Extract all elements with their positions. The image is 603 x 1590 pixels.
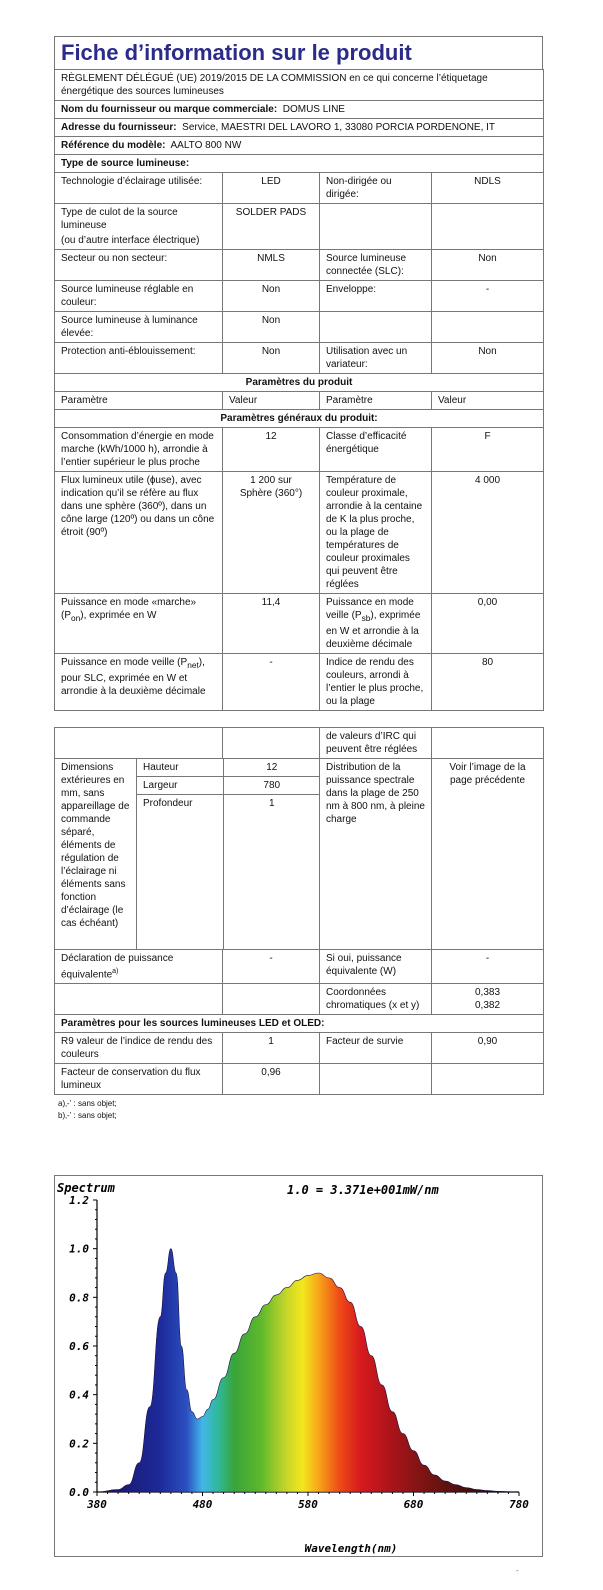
- y-tick-label: 0.0: [69, 1486, 89, 1499]
- x-tick-label: 780: [509, 1498, 529, 1511]
- equiv-sup: a): [112, 968, 119, 975]
- energy-value: 12: [223, 428, 320, 472]
- supplier-address-label: Adresse du fournisseur:: [61, 122, 177, 133]
- table-row: [55, 759, 544, 950]
- equiv-w-value: -: [432, 950, 544, 984]
- class-label: Classe d’efficacité énergétique: [320, 428, 432, 472]
- mains-label: Secteur ou non secteur:: [55, 250, 223, 281]
- colour-value: Non: [223, 281, 320, 312]
- cri-label: Indice de rendu des couleurs, arrondi à l’entier le plus proche, ou la plage: [320, 654, 432, 711]
- page-break-gap: [54, 711, 543, 727]
- chroma-y: 0,382: [474, 1000, 501, 1012]
- glare-label: Protection anti-éblouissement:: [55, 343, 223, 374]
- page-mark: -: [516, 1566, 519, 1575]
- product-sheet: [54, 36, 543, 1122]
- depth-label: Profondeur: [137, 795, 223, 950]
- tech-value: LED: [223, 173, 320, 204]
- source-type-header-row: [55, 155, 544, 173]
- table-row: [55, 984, 544, 1015]
- cct-label: Température de couleur proximale, arrondie à la centaine de K la plus proche, ou la plage de températures de couleur proximales qui peuvent être réglées: [320, 472, 432, 594]
- height-value: 12: [223, 759, 320, 777]
- x-tick-label: 580: [298, 1498, 318, 1511]
- chroma-label: Coordonnées chromatiques (x et y): [320, 984, 432, 1015]
- equiv-label: Déclaration de puissance équivalente: [61, 953, 174, 981]
- table-row: [55, 594, 544, 654]
- page-title: Fiche d’information sur le produit: [54, 36, 543, 69]
- dimensions-subtable: [137, 759, 320, 949]
- pon-label-end: ), exprimée en W: [80, 610, 157, 621]
- psb-sub: sb: [361, 613, 371, 623]
- supplier-name-row: [55, 101, 544, 119]
- table-row: [55, 472, 544, 594]
- colour-label: Source lumineuse réglable en couleur:: [55, 281, 223, 312]
- maint-label: Facteur de conservation du flux lumineux: [55, 1064, 223, 1095]
- supplier-address-value: Service, MAESTRI DEL LAVORO 1, 33080 PORCIA PORDENONE, IT: [182, 122, 496, 133]
- cap-label-2: (ou d’autre interface électrique): [61, 235, 200, 246]
- col-value-1: Valeur: [223, 392, 320, 410]
- supplier-name-label: Nom du fournisseur ou marque commerciale:: [61, 104, 278, 115]
- spectrum-chart: [54, 1175, 543, 1557]
- pnet-label: Puissance en mode veille (P: [61, 657, 188, 668]
- y-tick-label: 0.2: [69, 1437, 89, 1451]
- directional-label: Non-dirigée ou dirigée:: [320, 173, 432, 204]
- table-row: [55, 173, 544, 204]
- survival-value: 0,90: [432, 1033, 544, 1064]
- dimmer-label: Utilisation avec un variateur:: [320, 343, 432, 374]
- spectrum-area: [97, 1249, 519, 1492]
- maint-value: 0,96: [223, 1064, 320, 1095]
- table-row: [55, 343, 544, 374]
- equiv-value: -: [223, 950, 320, 984]
- r9-label: R9 valeur de l’indice de rendu des couleurs: [55, 1033, 223, 1064]
- table-row: [55, 1033, 544, 1064]
- equiv-w-label: Si oui, puissance équivalente (W): [320, 950, 432, 984]
- col-param-2: Paramètre: [320, 392, 432, 410]
- x-axis-label: Wavelength(nm): [304, 1542, 398, 1555]
- table-row: [55, 950, 544, 984]
- y-tick-label: 0.4: [69, 1388, 89, 1402]
- spectrum-svg: [55, 1176, 542, 1556]
- slc-label: Source lumineuse connectée (SLC):: [320, 250, 432, 281]
- flux-value-2: Sphère (360°): [239, 488, 303, 499]
- spd-value: Voir l’image de la page précédente: [432, 759, 544, 950]
- directional-value: NDLS: [432, 173, 544, 204]
- height-label: Hauteur: [137, 759, 223, 777]
- energy-label: Consommation d’énergie en mode marche (kWh/1000 h), arrondie à l’entier supérieur le plus proche: [55, 428, 223, 472]
- flux-value-1: 1 200 sur: [250, 475, 292, 486]
- dim-label: Dimensions extérieures en mm, sans appareillage de commande séparé, éléments de régulation de l’éclairage ni éléments sans fonction d’éclairage (le cas échéant): [55, 759, 137, 950]
- pnet-sub: net: [187, 660, 199, 670]
- pnet-label-end: ), pour SLC, exprimée en W et arrondie à la deuxième décimale: [61, 657, 206, 697]
- table-row: [55, 250, 544, 281]
- table-row: [55, 654, 544, 711]
- product-params-header: Paramètres du produit: [55, 374, 544, 392]
- luminance-value: Non: [223, 312, 320, 343]
- model-label: Référence du modèle:: [61, 140, 166, 151]
- spd-label: Distribution de la puissance spectrale dans la plage de 250 nm à 800 nm, à pleine charge: [320, 759, 432, 950]
- r9-value: 1: [223, 1033, 320, 1064]
- info-table: [54, 69, 544, 711]
- model-row: [55, 137, 544, 155]
- psb-value: 0,00: [432, 594, 544, 654]
- x-tick-label: 680: [403, 1498, 424, 1511]
- y-tick-label: 1.2: [69, 1194, 89, 1207]
- width-label: Largeur: [137, 777, 223, 795]
- pnet-value: -: [223, 654, 320, 711]
- source-type-header: Type de source lumineuse:: [55, 155, 544, 173]
- led-header-row: [55, 1015, 544, 1033]
- column-headers-row: [55, 392, 544, 410]
- depth-value: 1: [223, 795, 320, 950]
- pon-value: 11,4: [223, 594, 320, 654]
- footnote-b: b)‚-‛ : sans objet;: [58, 1111, 117, 1121]
- model-value: AALTO 800 NW: [170, 140, 242, 151]
- supplier-name-value: DOMUS LINE: [282, 104, 345, 115]
- info-table-continued: [54, 727, 544, 1095]
- chroma-x: 0,383: [474, 987, 501, 999]
- cap-label: Type de culot de la source lumineuse: [61, 207, 178, 231]
- survival-label: Facteur de survie: [320, 1033, 432, 1064]
- class-value: F: [432, 428, 544, 472]
- cri-label-continued: de valeurs d’IRC qui peuvent être réglées: [320, 728, 432, 759]
- dimmer-value: Non: [432, 343, 544, 374]
- mains-value: NMLS: [223, 250, 320, 281]
- envelope-value: -: [432, 281, 544, 312]
- general-params-header-row: [55, 410, 544, 428]
- table-row: [55, 428, 544, 472]
- y-tick-label: 0.8: [69, 1291, 89, 1305]
- width-value: 780: [223, 777, 320, 795]
- table-row: [55, 204, 544, 250]
- general-params-header: Paramètres généraux du produit:: [55, 410, 544, 428]
- pon-label: Puissance en mode «marche» (P: [61, 597, 197, 621]
- table-row: [55, 1064, 544, 1095]
- footnote-a: a)‚-‛ : sans objet;: [58, 1099, 117, 1109]
- col-param-1: Paramètre: [55, 392, 223, 410]
- glare-value: Non: [223, 343, 320, 374]
- chart-scale-note: 1.0 = 3.371e+001mW/nm: [287, 1183, 439, 1197]
- regulation-text: RÈGLEMENT DÉLÉGUÉ (UE) 2019/2015 DE LA COMMISSION en ce qui concerne l’étiquetage énergétique des sources lumineuses: [55, 70, 544, 101]
- psb-label: Puissance en mode veille (P: [326, 597, 414, 621]
- y-tick-label: 0.6: [69, 1340, 89, 1353]
- cri-value: 80: [432, 654, 544, 711]
- col-value-2: Valeur: [432, 392, 544, 410]
- cct-value: 4 000: [432, 472, 544, 594]
- luminance-label: Source lumineuse à luminance élevée:: [55, 312, 223, 343]
- led-header: Paramètres pour les sources lumineuses LED et OLED:: [55, 1015, 544, 1033]
- table-row: [55, 312, 544, 343]
- pon-sub: on: [71, 613, 81, 623]
- x-tick-label: 380: [87, 1498, 107, 1511]
- flux-label: Flux lumineux utile (ɸuse), avec indication qu’il se réfère au flux dans une sphère (360º), dans un cône large (120º) ou dans un cône étroit (90º): [55, 472, 223, 594]
- slc-value: Non: [432, 250, 544, 281]
- psb-label-end: ), exprimée en W et arrondie à la deuxième décimale: [326, 610, 421, 650]
- cap-value: SOLDER PADS: [223, 204, 320, 250]
- table-row: [55, 281, 544, 312]
- y-tick-label: 1.0: [69, 1242, 89, 1256]
- chart-title: Spectrum: [57, 1181, 115, 1195]
- envelope-label: Enveloppe:: [320, 281, 432, 312]
- tech-label: Technologie d’éclairage utilisée:: [55, 173, 223, 204]
- supplier-address-row: [55, 119, 544, 137]
- product-params-header-row: [55, 374, 544, 392]
- regulation-row: [55, 70, 544, 101]
- x-tick-label: 480: [192, 1498, 213, 1511]
- table-row: [55, 728, 544, 759]
